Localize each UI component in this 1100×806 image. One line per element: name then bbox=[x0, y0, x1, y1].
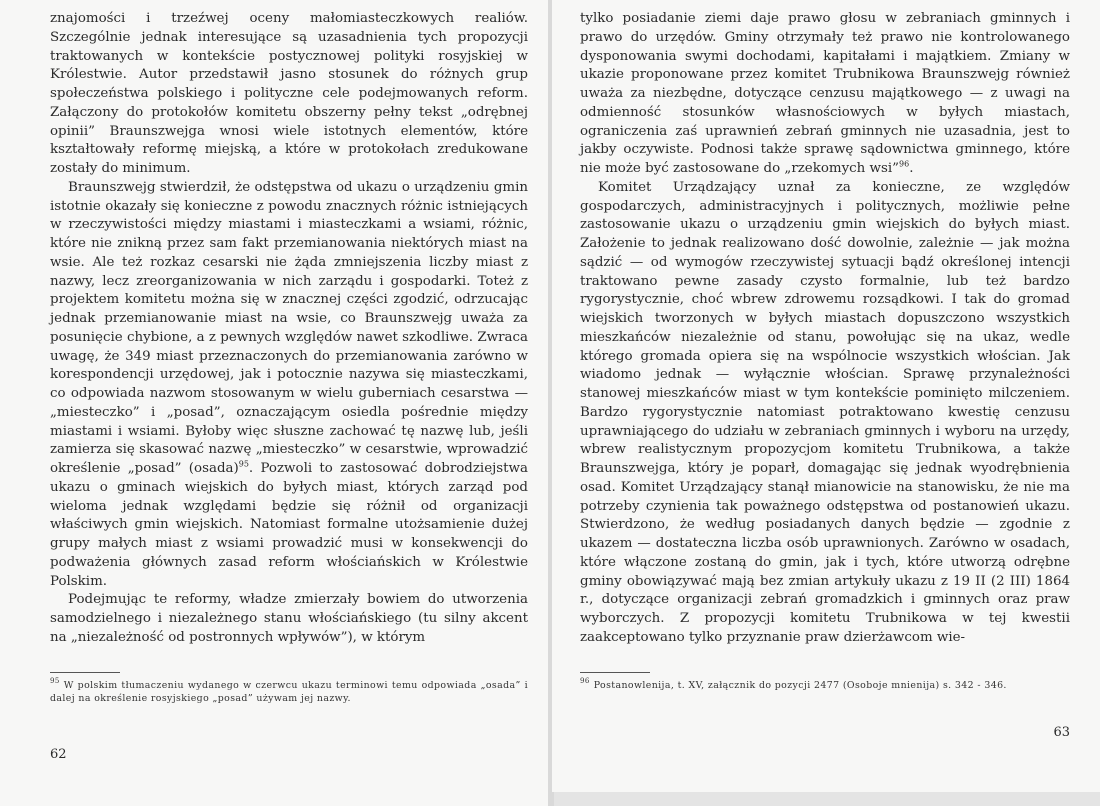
footnote-text: W polskim tłumaczeniu wydanego w czerwcu ukazu terminowi temu odpowiada „osada” i dalej na określenie rosyjskiego „posad” używam jej nazwy. bbox=[50, 679, 528, 704]
left-footnote bbox=[50, 679, 528, 705]
left-paragraph-2-text: Braunszwejg stwierdził, że odstępstwa od ukazu o urządzeniu gmin istotnie okazały się konieczne z powodu znacznych różnic istniejących w rzeczywistości między miastami i miasteczkami a wsiami, różnic, które nie znikną przez sam fakt przemianowania niektórych miast na wsie. Ale też rozkaz cesarski nie żąda zmniejszenia liczby miast z nazwy, lecz zreorganizowania w nich zarządu i gospodarki. Toteż z projektem komitetu można się w znacznej części zgodzić, odrzucając jednak przemianowanie miast na wsie, co Braunszwejg uważa za posunięcie chybione, a z pewnych względów nawet szkodliwe. Zwraca uwagę, że 349 miast przeznaczonych do przemianowania zarówno w korespondencji urzędowej, jak i potocznie nazywa się miasteczkami, co odpowiada nazwom stosowanym w wielu guberniach cesarstwa — „miesteczko” i „posad”, oznaczającym osiedla pośrednie między miastami i wsiami. Byłoby więc słuszne zachować tę nazwę lub, jeśli zamierza się skasować nazwę „miesteczko” w cesarstwie, wprowadzić określenie „posad” (osada) bbox=[50, 179, 528, 476]
right-paragraph-1 bbox=[580, 10, 1070, 179]
page-number-left: 62 bbox=[50, 747, 67, 762]
right-paragraph-1-text: tylko posiadanie ziemi daje prawo głosu w zebraniach gminnych i prawo do urzędów. Gminy otrzymały też prawo nie kontrolowanego dysponowania swymi dochodami, kapitałami i majątkiem. Zmiany w ukazie proponowane przez komitet Trubnikowa Braunszwejg również uważa za niezbędne, dotyczące cenzusu majątkowego — z uwagi na odmienność stosunków własnościowych w byłych miastach, ograniczenia zaś uprawnień zebrań gminnych nie uzasadnia, jest to jakby oczywiste. Podnosi także sprawę sądownictwa gminnego, które nie może być zastosowane do „rzekomych wsi” bbox=[580, 11, 1070, 176]
footnote-text: Postanowlenija, t. XV, załącznik do pozycji 2477 (Osoboje mnienija) s. 342 - 346. bbox=[593, 679, 1007, 691]
footnote-ref-95: 95 bbox=[238, 459, 249, 469]
left-body-text bbox=[50, 10, 528, 648]
right-page bbox=[552, 0, 1100, 792]
footnote-divider bbox=[580, 672, 650, 673]
left-paragraph-3: Podejmując te reformy, władze zmierzały bowiem do utworzenia samodzielnego i niezależnego stanu włościańskiego (tu silny akcent na „niezależność od postronnych wpływów”), w którym bbox=[50, 592, 528, 645]
right-paragraph-2: Komitet Urządzający uznał za konieczne, ze względów gospodarczych, administracyjnych i politycznych, możliwie pełne zastosowanie ukazu o urządzeniu gmin wiejskich do byłych miast. Założenie to jednak realizowano dość dowolnie, zależnie — jak można sądzić — od wymogów rzeczywistej sytuacji bądź określonej intencji traktowano pewne zasady czysto formalnie, lub też bardzo rygorystycznie, choć wbrew zdrowemu rozsądkowi. I tak do gromad wiejskich tworzonych w byłych miastach dopuszczono wszystkich mieszkańców niezależnie od stanu, powołując się na ukaz, wedle którego gromada opiera się na wspólnocie wszystkich włościan. Jak wiadomo jednak — wyłącznie włościan. Sprawę przynależności stanowej mieszkańców miast w tym kontekście pominięto milczeniem. Bardzo rygorystycznie natomiast potraktowano kwestię cenzusu uprawniającego do udziału w zebraniach gminnych i wyboru na urzędy, wbrew realistycznym propozycjom komitetu Trubnikowa, a także Braunszwejga, który je poparł, domagając się jednak wyodrębnienia osad. Komitet Urządzający stanął mianowicie na stanowisku, że nie ma potrzeby czynienia tak poważnego odstępstwa od postanowień ukazu. Stwierdzono, że według posiadanych danych będzie — zgodnie z ukazem — dostateczna liczba osób uprawnionych. Zarówno w osadach, które włączone zostaną do gmin, jak i tych, które utworzą odrębne gminy obowiązywać mają bez zmian artykuły ukazu z 19 II (2 III) 1864 r., dotyczące organizacji zebrań gromadzkich i gminnych oraz praw wyborczych. Z propozycji komitetu Trubnikowa w tej kwestii zaakceptowano tylko przyznanie praw dzierżawcom wie- bbox=[580, 179, 1070, 645]
footnote-divider bbox=[50, 672, 120, 673]
left-paragraph-1: znajomości i trzeźwej oceny małomiasteczkowych realiów. Szczególnie jednak interesujące są uzasadnienia tych propozycji traktowanych w kontekście postycznowej polityki rosyjskiej w Królestwie. Autor przedstawił jasno stosunek do różnych grup społeczeństwa polskiego i polityczne cele podejmowanych reform. Załączony do protokołów komitetu obszerny pełny tekst „odrębnej opinii” Braunszwejga wnosi wiele istotnych elementów, które kształtowały reformę miejską, a które w protokołach zredukowane zostały do minimum. bbox=[50, 11, 528, 176]
footnote-mark: 95 bbox=[50, 677, 60, 686]
footnote-ref-96: 96 bbox=[899, 159, 910, 169]
right-paragraph-1-end: . bbox=[909, 161, 914, 176]
right-body-text bbox=[580, 10, 1070, 648]
right-footnote bbox=[580, 679, 1070, 692]
footnote-mark: 96 bbox=[580, 677, 590, 686]
page-number-right: 63 bbox=[1053, 725, 1070, 740]
left-paragraph-2 bbox=[50, 179, 528, 592]
left-paragraph-2-tail: . Pozwoli to zastosować dobrodziejstwa ukazu o gminach wiejskich do byłych miast, których zarząd pod wieloma jednak względami będzie się różnił od organizacji właściwych gmin wiejskich. Natomiast formalne utożsamienie dużej grupy małych miast z wsiami prowadzić musi w konsekwencji do podważenia głównych zasad reform włościańskich w Królestwie Polskim. bbox=[50, 461, 528, 589]
